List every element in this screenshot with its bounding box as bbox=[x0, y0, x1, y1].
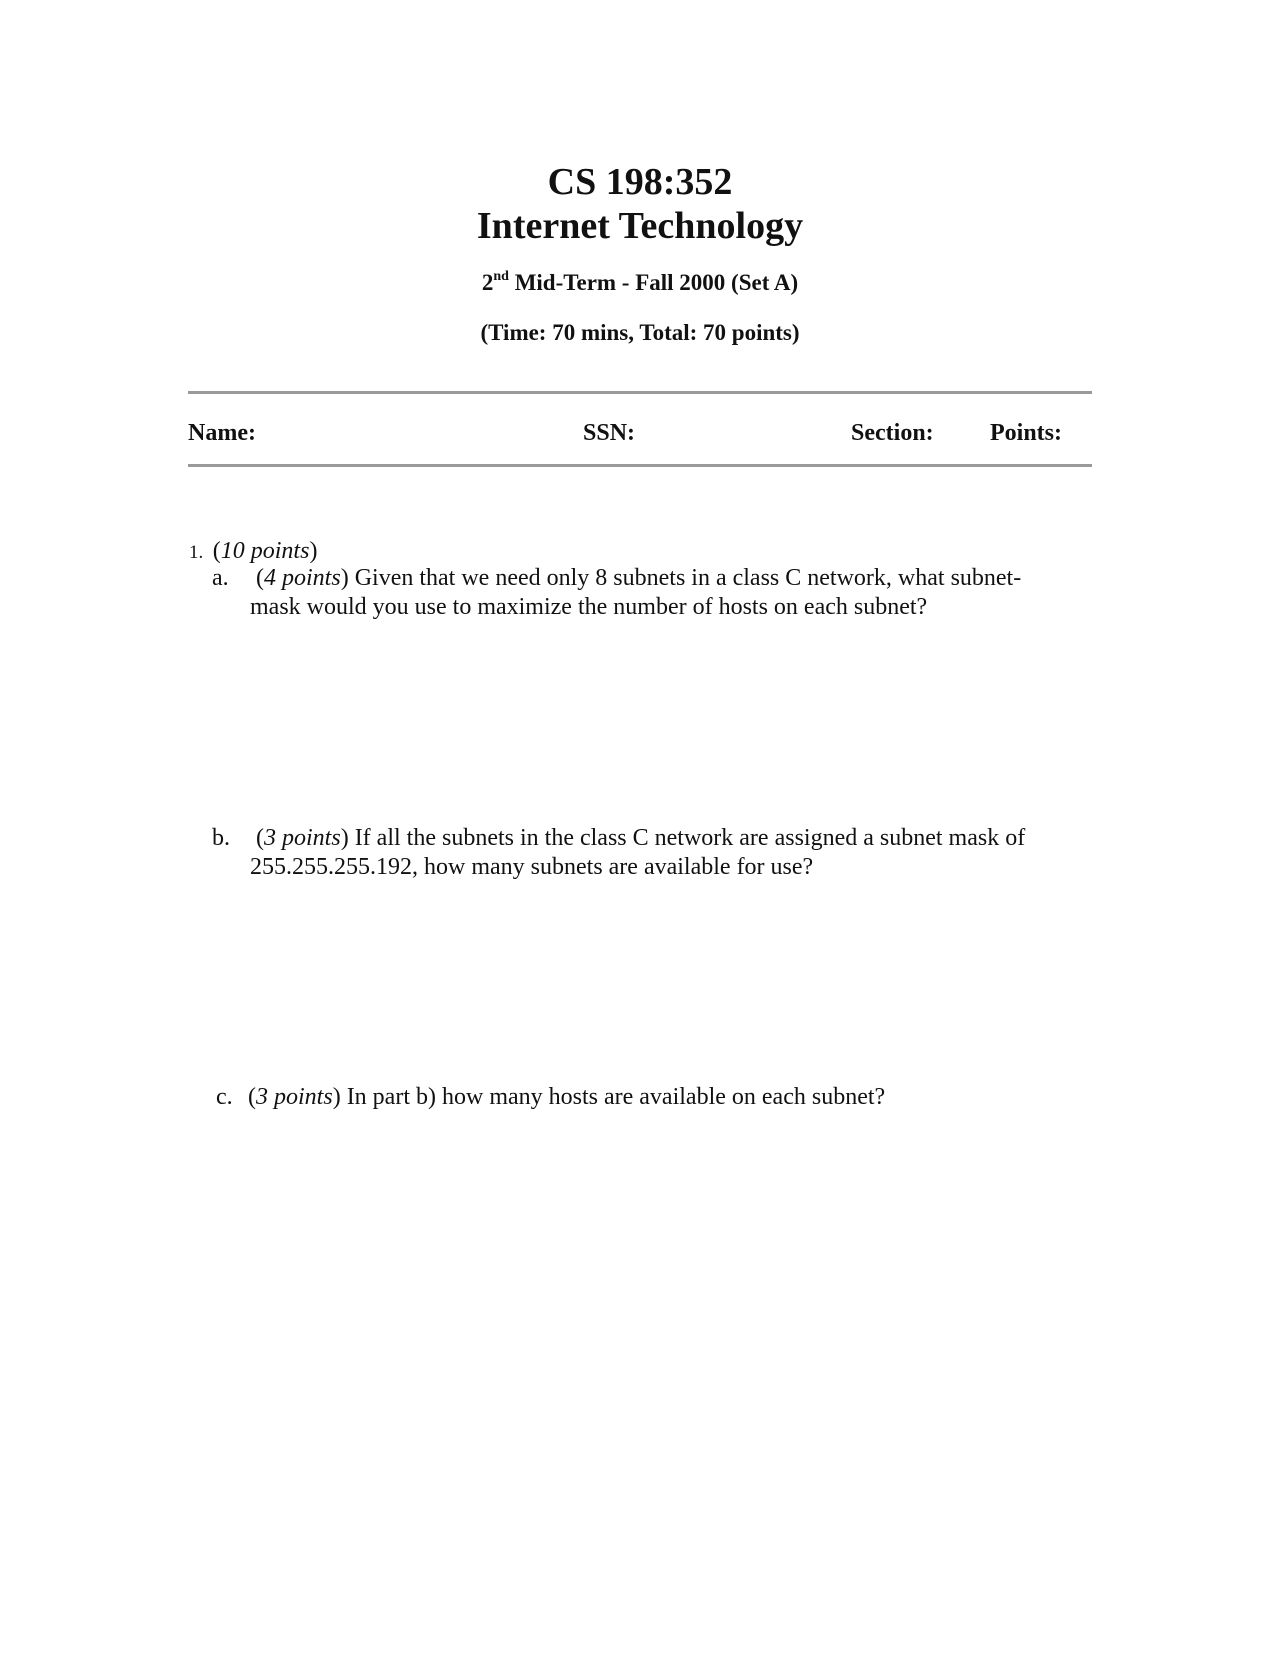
question-number: 1. bbox=[189, 542, 204, 563]
question-1-heading: 1. (10 points) bbox=[189, 538, 318, 564]
course-title: Internet Technology bbox=[476, 205, 804, 247]
exam-title-text: Mid-Term - Fall 2000 (Set A) bbox=[508, 270, 799, 295]
ssn-label: SSN: bbox=[583, 420, 636, 446]
part-c-points: 3 points bbox=[256, 1084, 333, 1110]
section-label: Section: bbox=[851, 420, 934, 446]
part-a-line1: (4 points) Given that we need only 8 subnets in a class C network, what subnet- bbox=[256, 565, 1022, 591]
divider-top bbox=[188, 391, 1092, 394]
part-b-points: 3 points bbox=[264, 825, 341, 851]
exam-ordinal-number: 2 bbox=[481, 270, 494, 295]
divider-bottom bbox=[188, 464, 1092, 467]
part-b-letter: b. bbox=[212, 825, 230, 851]
part-c-text-1: In part b) how many hosts are available on each subnet? bbox=[340, 1084, 886, 1110]
points-label: Points: bbox=[990, 420, 1062, 446]
part-a-text-1: Given that we need only 8 subnets in a class C network, what subnet- bbox=[348, 565, 1022, 591]
part-c-letter: c. bbox=[216, 1084, 233, 1110]
exam-time: (Time: 70 mins, Total: 70 points) bbox=[480, 320, 800, 345]
student-info-row bbox=[0, 418, 1280, 448]
course-code: CS 198:352 bbox=[547, 161, 733, 203]
part-b-line2: 255.255.255.192, how many subnets are available for use? bbox=[250, 854, 814, 880]
part-a-letter: a. bbox=[212, 565, 229, 591]
exam-title bbox=[0, 268, 1280, 298]
question-points: 10 points bbox=[220, 538, 310, 564]
part-a-line2: mask would you use to maximize the number of hosts on each subnet? bbox=[250, 594, 928, 620]
part-c-line1: (3 points) In part b) how many hosts are available on each subnet? bbox=[248, 1084, 886, 1110]
name-label: Name: bbox=[188, 420, 256, 446]
exam-ordinal-suffix: nd bbox=[493, 269, 509, 284]
part-a-points: 4 points bbox=[264, 565, 341, 591]
part-b-line1: (3 points) If all the subnets in the class C network are assigned a subnet mask of bbox=[256, 825, 1026, 851]
part-b-text-1: If all the subnets in the class C network are assigned a subnet mask of bbox=[348, 825, 1026, 851]
